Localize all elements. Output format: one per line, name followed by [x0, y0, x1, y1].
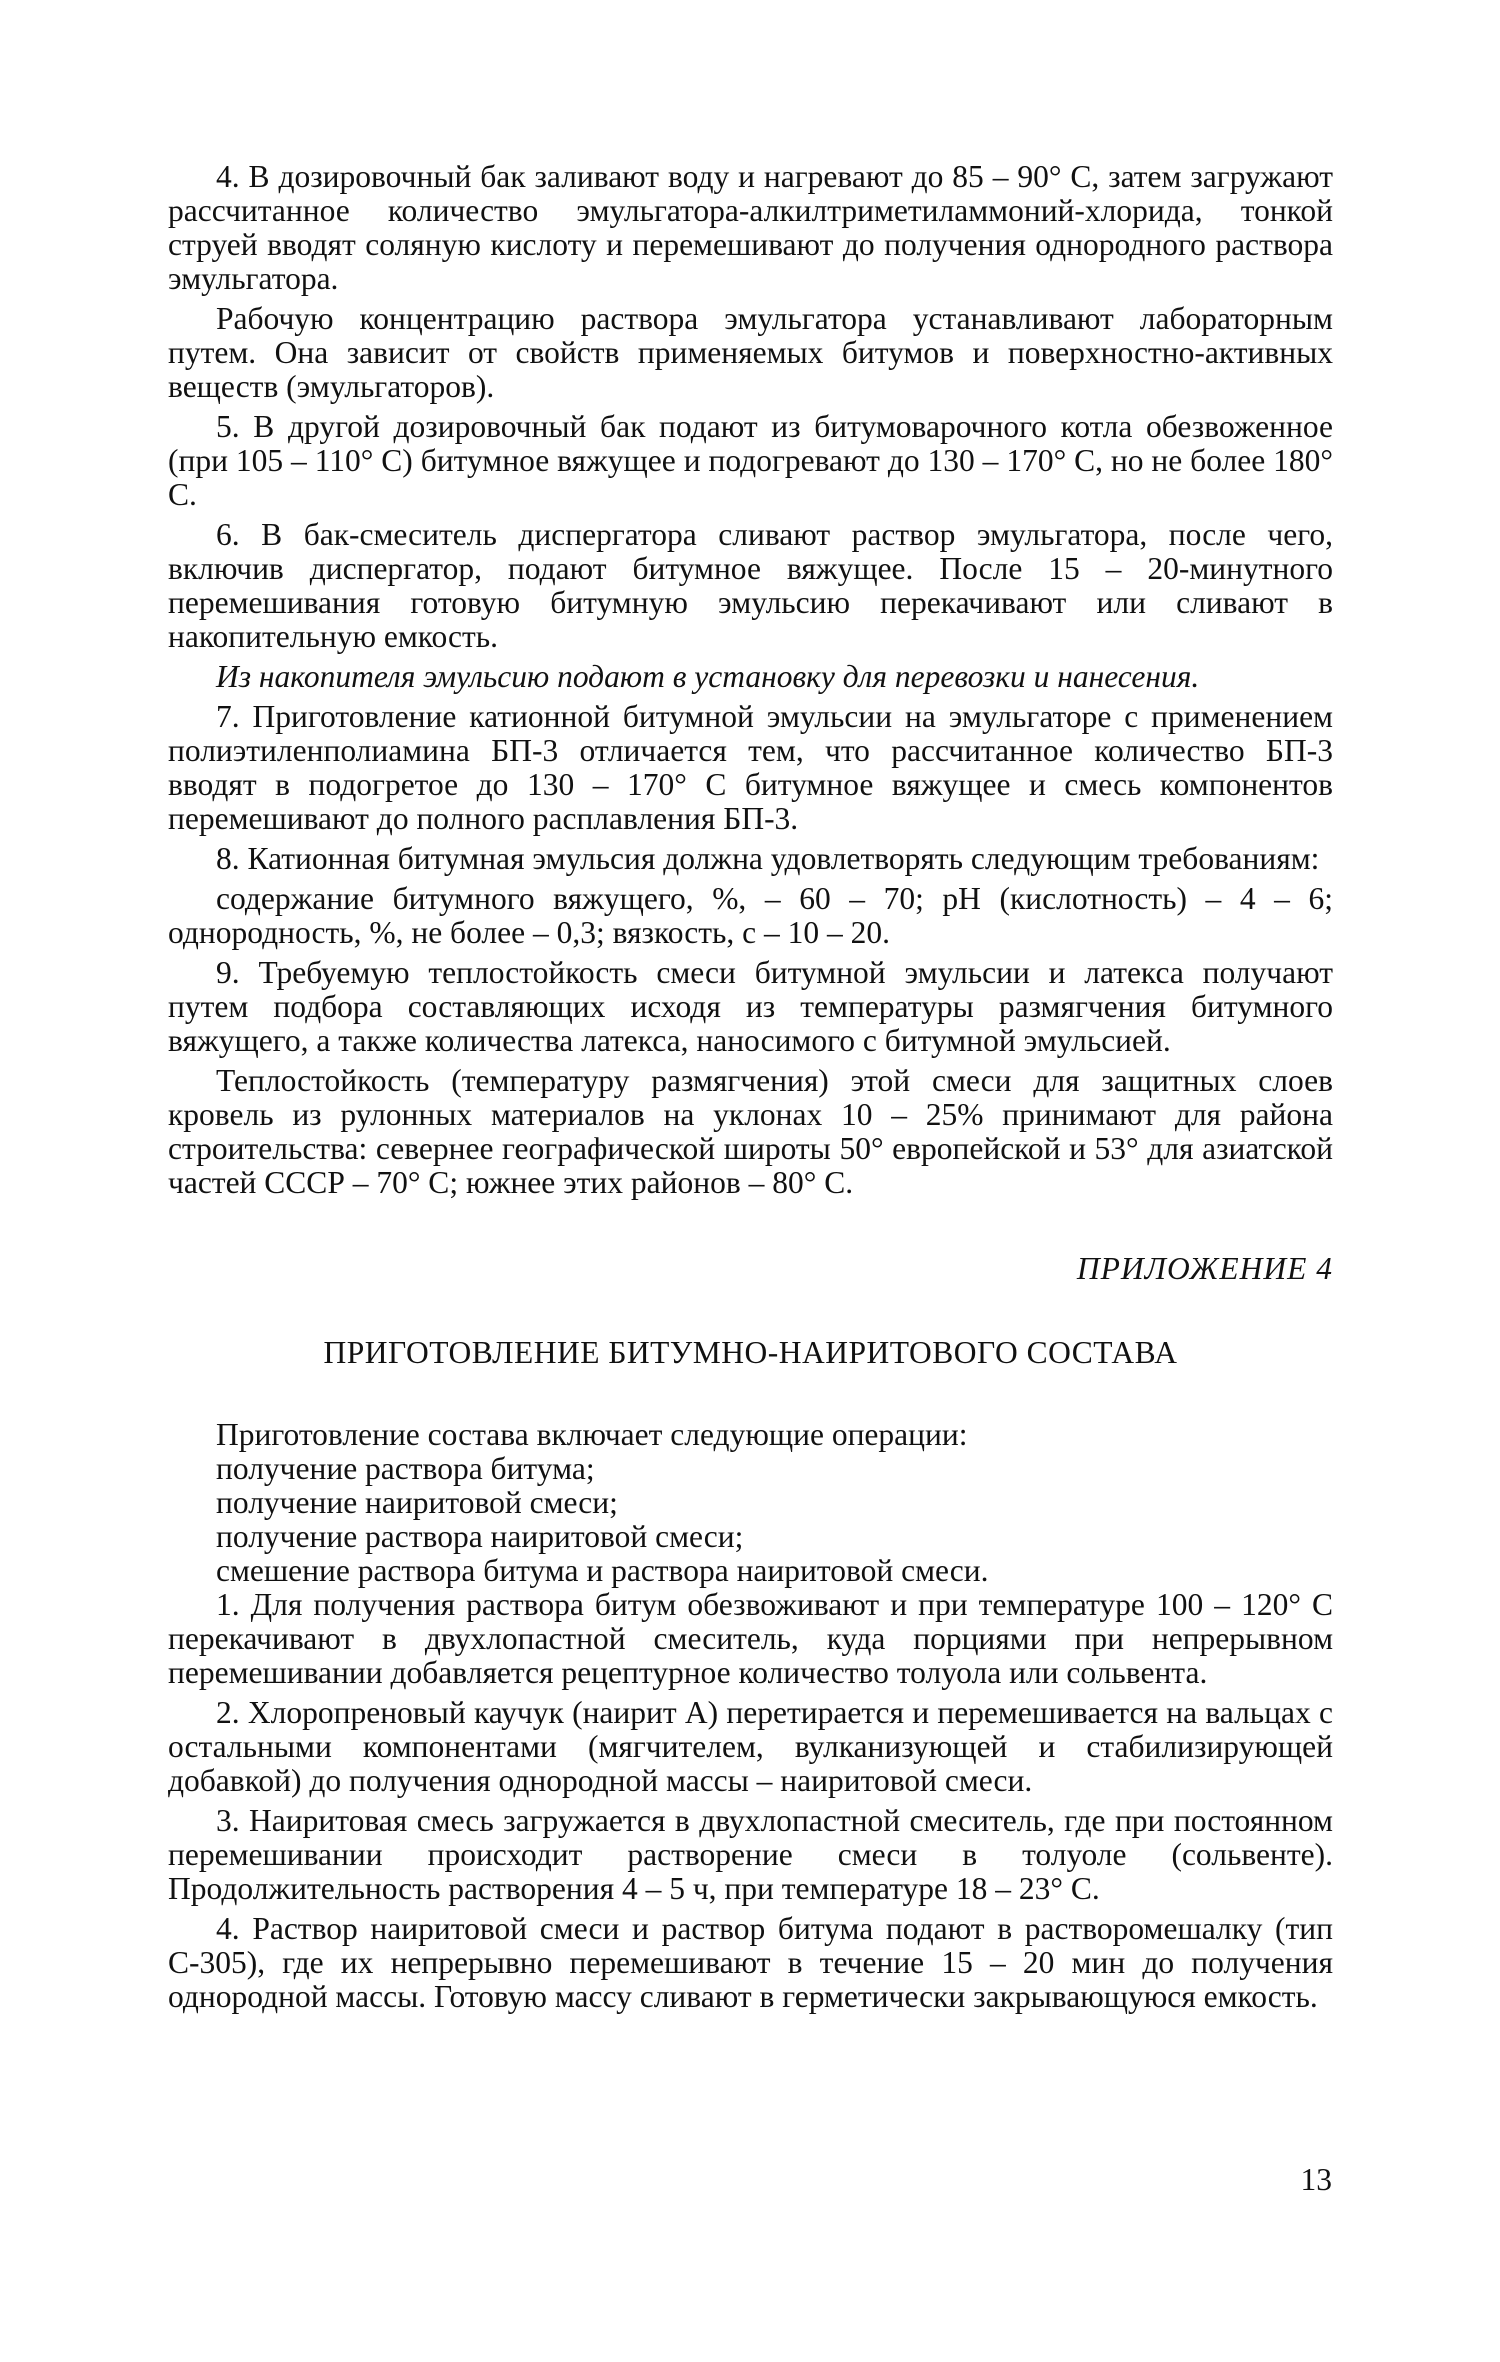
paragraph-step-5: 5. В другой дозировочный бак подают из битумоварочного котла обезвоженное (при 105 – 110° С) битумное вяжущее и подогревают до 130 – 170° С, но не более 180° С. [168, 409, 1333, 512]
appendix-steps [168, 1588, 1333, 2014]
appendix-intro-block [168, 1418, 1333, 1588]
document-page [168, 160, 1333, 2014]
paragraph-heat-resistance: Теплостойкость (температуру размягчения) этой смеси для защитных слоев кровель из рулонных материалов на уклонах 10 – 25% принимают для района строительства: севернее географической широты 50° европейской и 53° для азиатской частей СССР – 70° С; южнее этих районов – 80° С. [168, 1063, 1333, 1200]
operation-item: получение раствора наиритовой смеси; [216, 1519, 744, 1554]
appendix-step-4: 4. Раствор наиритовой смеси и раствор битума подают в растворомешалку (тип С-305), где их непрерывно перемешивают в течение 15 – 20 мин до получения однородной массы. Готовую массу сливают в герметически закрывающуюся емкость. [168, 1911, 1333, 2014]
operation-item: смешение раствора битума и раствора наиритовой смеси. [216, 1553, 989, 1588]
appendix-label: ПРИЛОЖЕНИЕ 4 [1076, 1251, 1333, 1286]
paragraph-step-6: 6. В бак-смеситель диспергатора сливают раствор эмульгатора, после чего, включив диспергатор, подают битумное вяжущее. После 15 – 20-минутного перемешивания готовую битумную эмульсию перекачивают или сливают в накопительную емкость. [168, 517, 1333, 654]
section-top [168, 160, 1333, 1200]
appendix-step-1: 1. Для получения раствора битум обезвоживают и при температуре 100 – 120° С перекачивают в двухлопастной смеситель, куда порциями при непрерывном перемешивании добавляется рецептурное количество толуола или сольвента. [168, 1587, 1333, 1690]
operation-item: получение раствора битума; [216, 1451, 595, 1486]
paragraph-accumulator-note: Из накопителя эмульсию подают в установку для перевозки и нанесения. [216, 659, 1200, 694]
paragraph-step-8: 8. Катионная битумная эмульсия должна удовлетворять следующим требованиям: [216, 841, 1320, 876]
paragraph-step-4: 4. В дозировочный бак заливают воду и нагревают до 85 – 90° С, затем загружают рассчитанное количество эмульгатора-алкилтриметиламмоний-хлорида, тонкой струей вводят соляную кислоту и перемешивают до получения однородного раствора эмульгатора. [168, 159, 1333, 296]
appendix-step-2: 2. Хлоропреновый каучук (наирит А) перетирается и перемешивается на вальцах с остальными компонентами (мягчителем, вулканизующей и стабилизирующей добавкой) до получения однородной массы – наиритовой смеси. [168, 1695, 1333, 1798]
paragraph-concentration: Рабочую концентрацию раствора эмульгатора устанавливают лабораторным путем. Она зависит от свойств применяемых битумов и поверхностно-активных веществ (эмульгаторов). [168, 301, 1333, 404]
operation-item: получение наиритовой смеси; [216, 1485, 618, 1520]
paragraph-step-9: 9. Требуемую теплостойкость смеси битумной эмульсии и латекса получают путем подбора составляющих исходя из температуры размягчения битумного вяжущего, а также количества латекса, наносимого с битумной эмульсией. [168, 955, 1333, 1058]
paragraph-requirements: содержание битумного вяжущего, %, – 60 – 70; pH (кислотность) – 4 – 6; однородность, %, не более – 0,3; вязкость, с – 10 – 20. [168, 881, 1333, 950]
paragraph-step-7: 7. Приготовление катионной битумной эмульсии на эмульгаторе с применением полиэтиленполиамина БП-3 отличается тем, что рассчитанное количество БП-3 вводят в подогретое до 130 – 170° С битумное вяжущее и смесь компонентов перемешивают до полного расплавления БП-3. [168, 699, 1333, 836]
appendix-title: ПРИГОТОВЛЕНИЕ БИТУМНО-НАИРИТОВОГО СОСТАВА [323, 1335, 1178, 1370]
page-number: 13 [1300, 2162, 1332, 2197]
appendix-intro: Приготовление состава включает следующие операции: [216, 1417, 968, 1452]
appendix-step-3: 3. Наиритовая смесь загружается в двухлопастной смеситель, где при постоянном перемешивании происходит растворение смеси в толуоле (сольвенте). Продолжительность растворения 4 – 5 ч, при температуре 18 – 23° С. [168, 1803, 1333, 1906]
